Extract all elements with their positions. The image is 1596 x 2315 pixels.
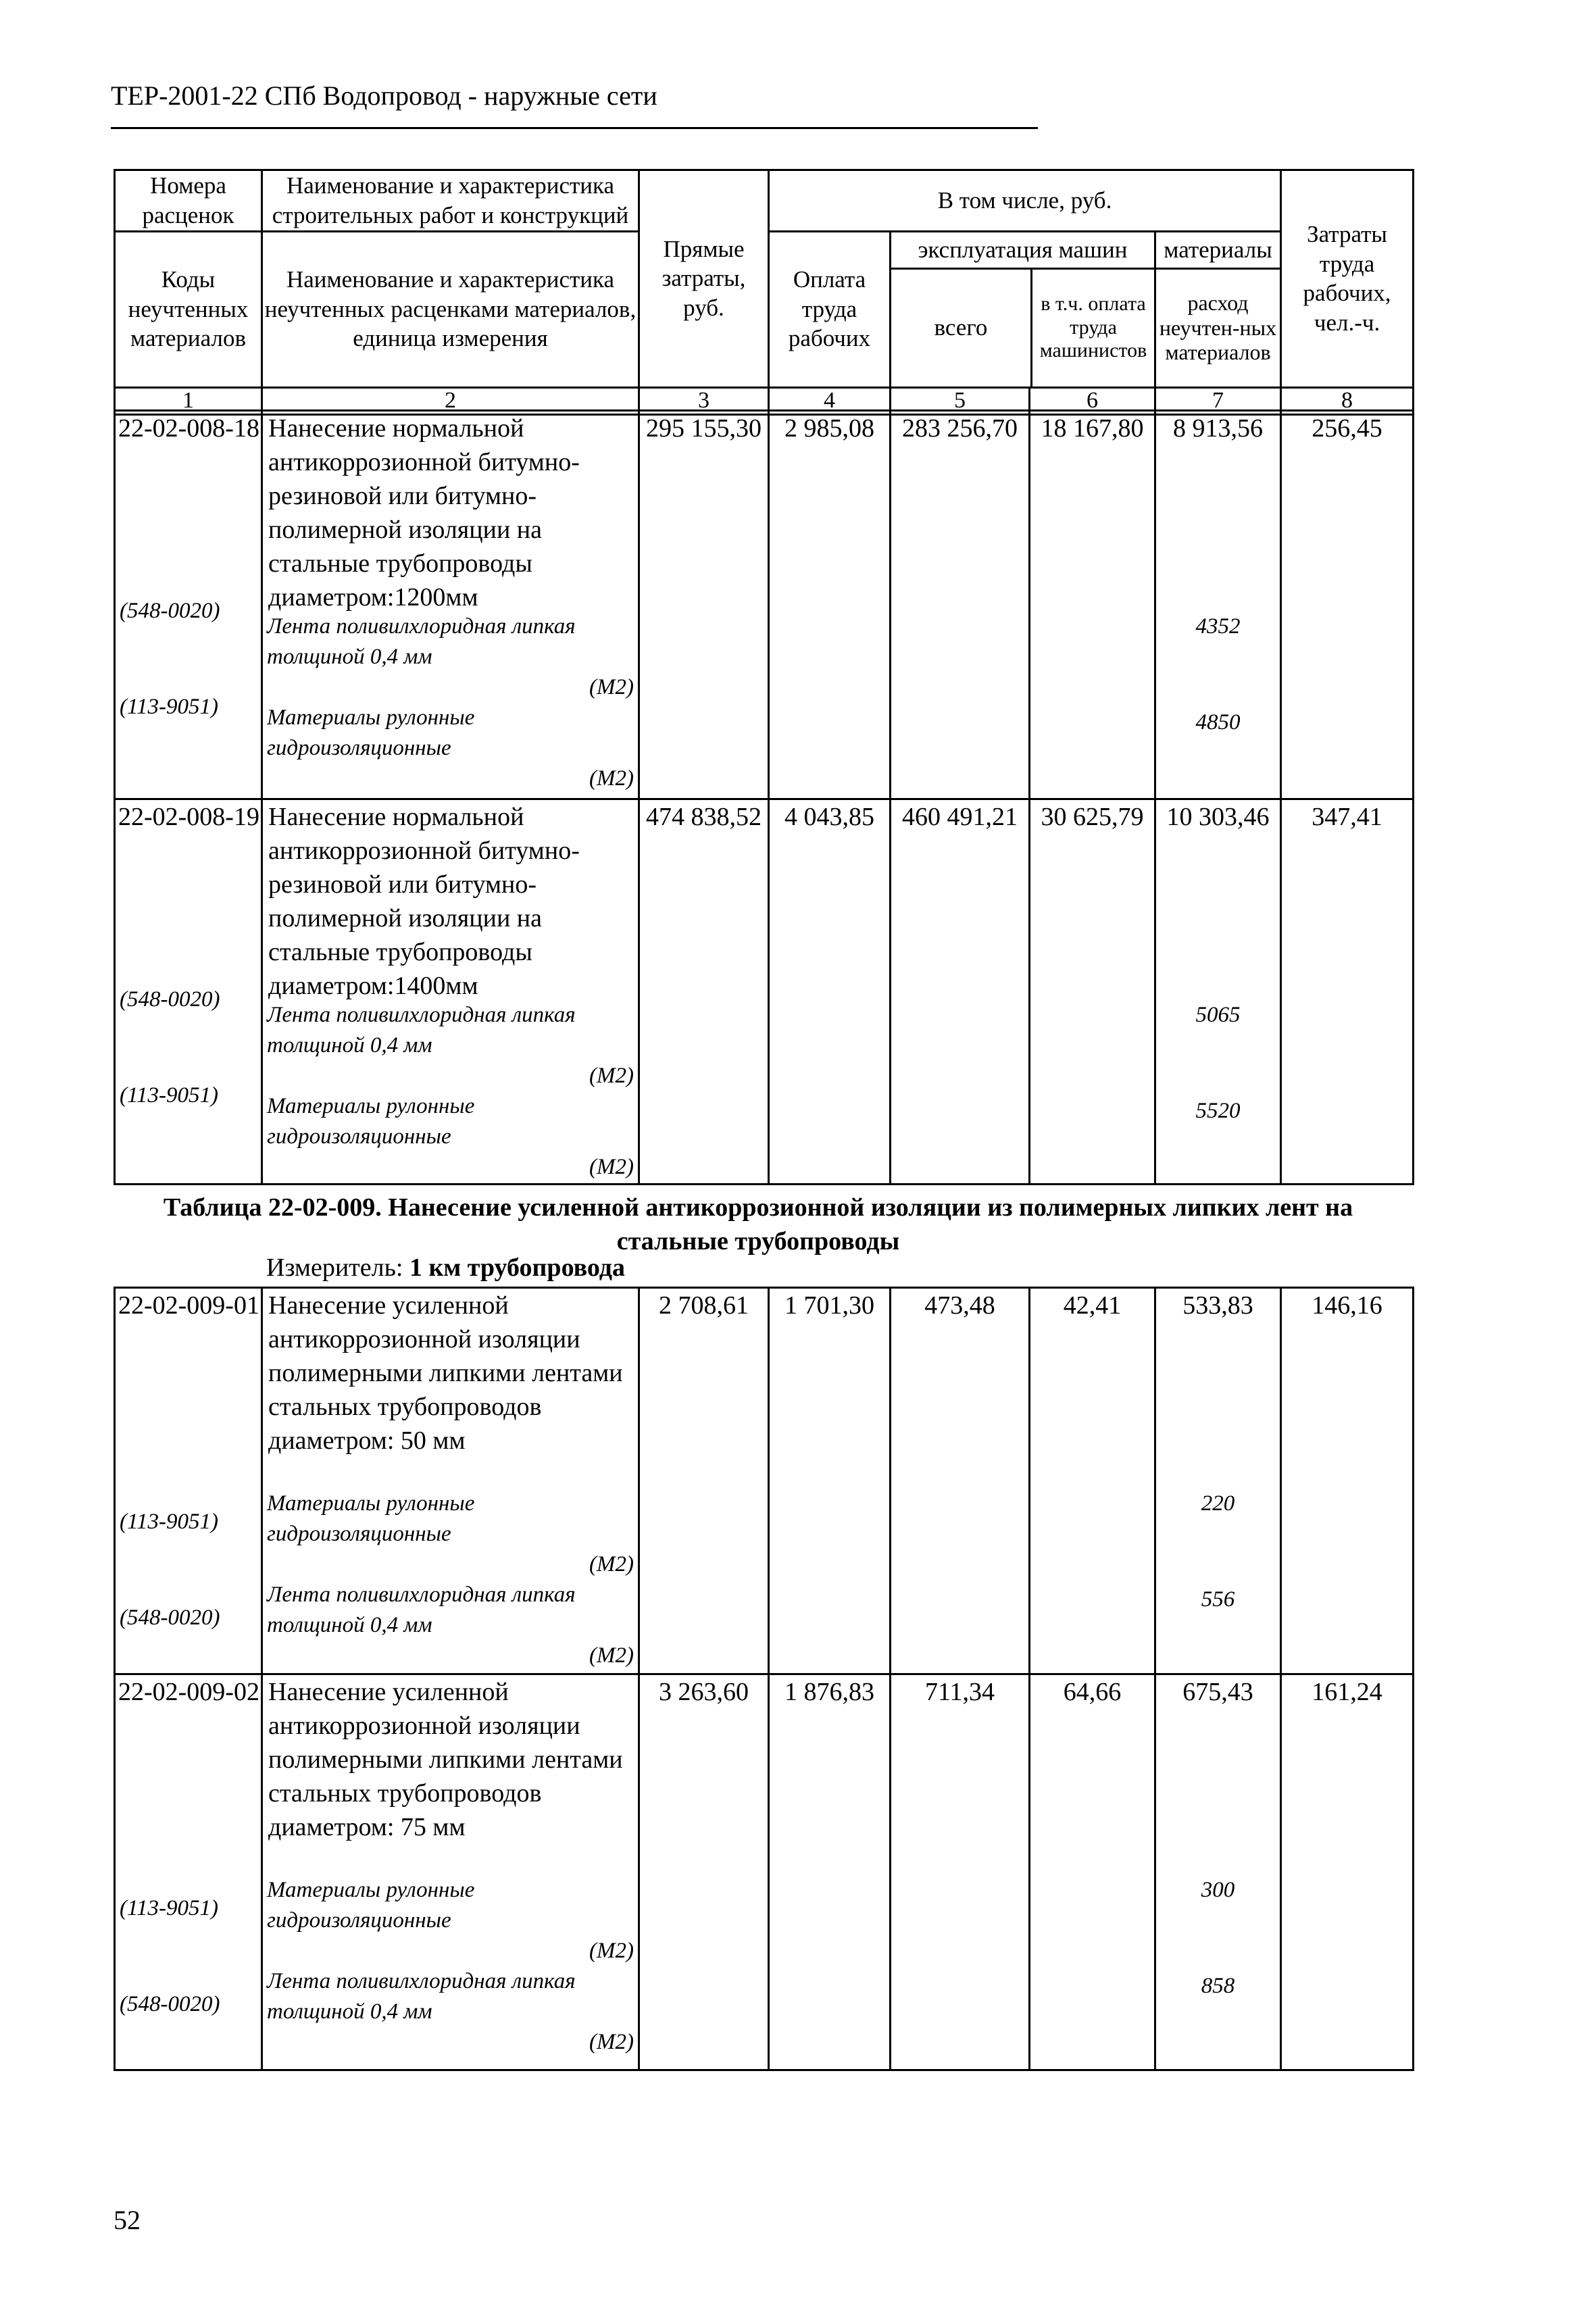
section-title: Таблица 22-02-009. Нанесение усиленной антикоррозионной изоляции из полимерных липких лент на стальные трубопроводы bbox=[163, 1193, 1353, 1255]
col-unaccounted-materials: расход неучтен-ных материалов bbox=[1159, 290, 1277, 365]
labor-hours: 347,41 bbox=[1281, 799, 1414, 1185]
material-code: (548-0020) bbox=[120, 987, 220, 1012]
col-codes-bottom: Коды неучтенных материалов bbox=[115, 231, 262, 387]
material-unit: (М2) bbox=[589, 1552, 634, 1576]
labor-hours: 256,45 bbox=[1281, 411, 1414, 799]
material-code: (113-9051) bbox=[120, 695, 219, 719]
col-number: 4 bbox=[769, 387, 891, 414]
labor-pay: 1 701,30 bbox=[769, 1288, 891, 1674]
material-qty: 556 bbox=[1201, 1587, 1235, 1612]
col-codes-top: Номера расценок bbox=[115, 170, 262, 232]
machines-total: 473,48 bbox=[891, 1288, 1030, 1674]
work-description: Нанесение нормальной антикоррозионной битумно-резиновой или битумно-полимерной изоляции на стальные трубопроводы диаметром:1200мм bbox=[268, 414, 580, 612]
col-machinists-pay: в т.ч. оплата труда машинистов bbox=[1039, 293, 1147, 362]
material-code: (548-0020) bbox=[120, 599, 220, 623]
machinists-pay: 30 625,79 bbox=[1030, 799, 1155, 1185]
material-unit: (М2) bbox=[589, 766, 634, 791]
rate-code: 22-02-009-01 bbox=[118, 1291, 259, 1320]
rates-table-008 bbox=[114, 409, 1414, 1185]
material-name: Лента поливилхлоридная липкая толщиной 0,4 мм bbox=[267, 1969, 576, 2024]
material-qty: 220 bbox=[1201, 1491, 1235, 1516]
material-name: Материалы рулонные гидроизоляционные bbox=[267, 1094, 475, 1149]
material-qty: 4850 bbox=[1195, 710, 1241, 735]
material-code: (113-9051) bbox=[120, 1083, 219, 1107]
material-name: Материалы рулонные гидроизоляционные bbox=[267, 1878, 475, 1933]
material-unit: (М2) bbox=[589, 1643, 634, 1668]
labor-hours: 161,24 bbox=[1281, 1674, 1414, 2070]
machinists-pay: 42,41 bbox=[1030, 1288, 1155, 1674]
col-machines-total: всего bbox=[891, 270, 1032, 387]
group-including: В том числе, руб. bbox=[769, 170, 1281, 232]
col-direct-costs: Прямые затраты, руб. bbox=[639, 170, 769, 388]
machinists-pay: 18 167,80 bbox=[1030, 411, 1155, 799]
group-materials: материалы bbox=[1156, 232, 1280, 270]
material-name: Лента поливилхлоридная липкая толщиной 0,4 мм bbox=[267, 1583, 576, 1637]
col-number: 5 bbox=[891, 387, 1030, 414]
measure-value: 1 км трубопровода bbox=[409, 1253, 626, 1282]
material-name: Материалы рулонные гидроизоляционные bbox=[267, 1491, 475, 1546]
col-name-bottom: Наименование и характеристика неучтенных расценками материалов, единица измерения bbox=[262, 231, 639, 387]
labor-pay: 1 876,83 bbox=[769, 1674, 891, 2070]
material-qty: 300 bbox=[1201, 1878, 1235, 1902]
col-number: 2 bbox=[262, 387, 639, 414]
materials-cost: 675,43 bbox=[1182, 1678, 1253, 1706]
col-number: 8 bbox=[1281, 387, 1414, 414]
material-unit: (М2) bbox=[589, 1939, 634, 1963]
col-number: 1 bbox=[115, 387, 262, 414]
column-header-table bbox=[114, 169, 1414, 416]
table-row bbox=[115, 799, 1414, 1185]
materials-cost: 533,83 bbox=[1182, 1291, 1253, 1320]
materials-cost: 10 303,46 bbox=[1166, 803, 1270, 831]
col-number: 6 bbox=[1030, 387, 1155, 414]
material-unit: (М2) bbox=[589, 2030, 634, 2054]
machinists-pay: 64,66 bbox=[1030, 1674, 1155, 2070]
material-qty: 4352 bbox=[1195, 614, 1241, 639]
machines-total: 711,34 bbox=[891, 1674, 1030, 2070]
machines-total: 283 256,70 bbox=[891, 411, 1030, 799]
measure-label: Измеритель: bbox=[266, 1253, 403, 1282]
direct-costs: 3 263,60 bbox=[639, 1674, 769, 2070]
direct-costs: 2 708,61 bbox=[639, 1288, 769, 1674]
material-qty: 858 bbox=[1201, 1974, 1235, 1998]
title-rule bbox=[111, 127, 1038, 129]
machines-total: 460 491,21 bbox=[891, 799, 1030, 1185]
work-description: Нанесение усиленной антикоррозионной изоляции полимерными липкими лентами стальных трубопроводов диаметром: 75 мм bbox=[268, 1678, 623, 1841]
material-unit: (М2) bbox=[589, 1155, 634, 1179]
material-code: (113-9051) bbox=[120, 1510, 219, 1534]
rates-table-009 bbox=[114, 1287, 1414, 2071]
col-number: 3 bbox=[639, 387, 769, 414]
direct-costs: 295 155,30 bbox=[639, 411, 769, 799]
material-code: (113-9051) bbox=[120, 1896, 219, 1920]
col-labor-pay: Оплата труда рабочих bbox=[788, 266, 871, 352]
material-name: Лента поливилхлоридная липкая толщиной 0,4 мм bbox=[267, 614, 576, 669]
material-code: (548-0020) bbox=[120, 1605, 220, 1630]
document-title: ТЕР-2001-22 СПб Водопровод - наружные сети bbox=[111, 80, 657, 111]
table-row bbox=[115, 411, 1414, 799]
rate-code: 22-02-009-02 bbox=[118, 1678, 259, 1706]
page-number: 52 bbox=[114, 2205, 141, 2235]
col-labor-hours: Затраты труда рабочих, чел.-ч. bbox=[1281, 170, 1414, 388]
material-unit: (М2) bbox=[589, 675, 634, 699]
material-unit: (М2) bbox=[589, 1064, 634, 1088]
table-row bbox=[115, 1288, 1414, 1674]
material-qty: 5520 bbox=[1195, 1099, 1241, 1123]
work-description: Нанесение нормальной антикоррозионной битумно-резиновой или битумно-полимерной изоляции на стальные трубопроводы диаметром:1400мм bbox=[268, 803, 580, 1000]
labor-pay: 2 985,08 bbox=[769, 411, 891, 799]
material-code: (548-0020) bbox=[120, 1992, 220, 2016]
col-name-top: Наименование и характеристика строительных работ и конструкций bbox=[262, 170, 639, 232]
group-machines: эксплуатация машин bbox=[891, 232, 1154, 270]
col-number: 7 bbox=[1155, 387, 1281, 414]
material-name: Лента поливилхлоридная липкая толщиной 0,4 мм bbox=[267, 1003, 576, 1057]
table-row bbox=[115, 1674, 1414, 2070]
rate-code: 22-02-008-19 bbox=[118, 803, 259, 831]
rate-code: 22-02-008-18 bbox=[118, 414, 259, 443]
labor-pay: 4 043,85 bbox=[769, 799, 891, 1185]
direct-costs: 474 838,52 bbox=[639, 799, 769, 1185]
labor-hours: 146,16 bbox=[1281, 1288, 1414, 1674]
material-qty: 5065 bbox=[1195, 1003, 1241, 1027]
work-description: Нанесение усиленной антикоррозионной изоляции полимерными липкими лентами стальных трубопроводов диаметром: 50 мм bbox=[268, 1291, 623, 1455]
measure-line bbox=[266, 1253, 625, 1283]
materials-cost: 8 913,56 bbox=[1173, 414, 1263, 443]
material-name: Материалы рулонные гидроизоляционные bbox=[267, 705, 475, 760]
